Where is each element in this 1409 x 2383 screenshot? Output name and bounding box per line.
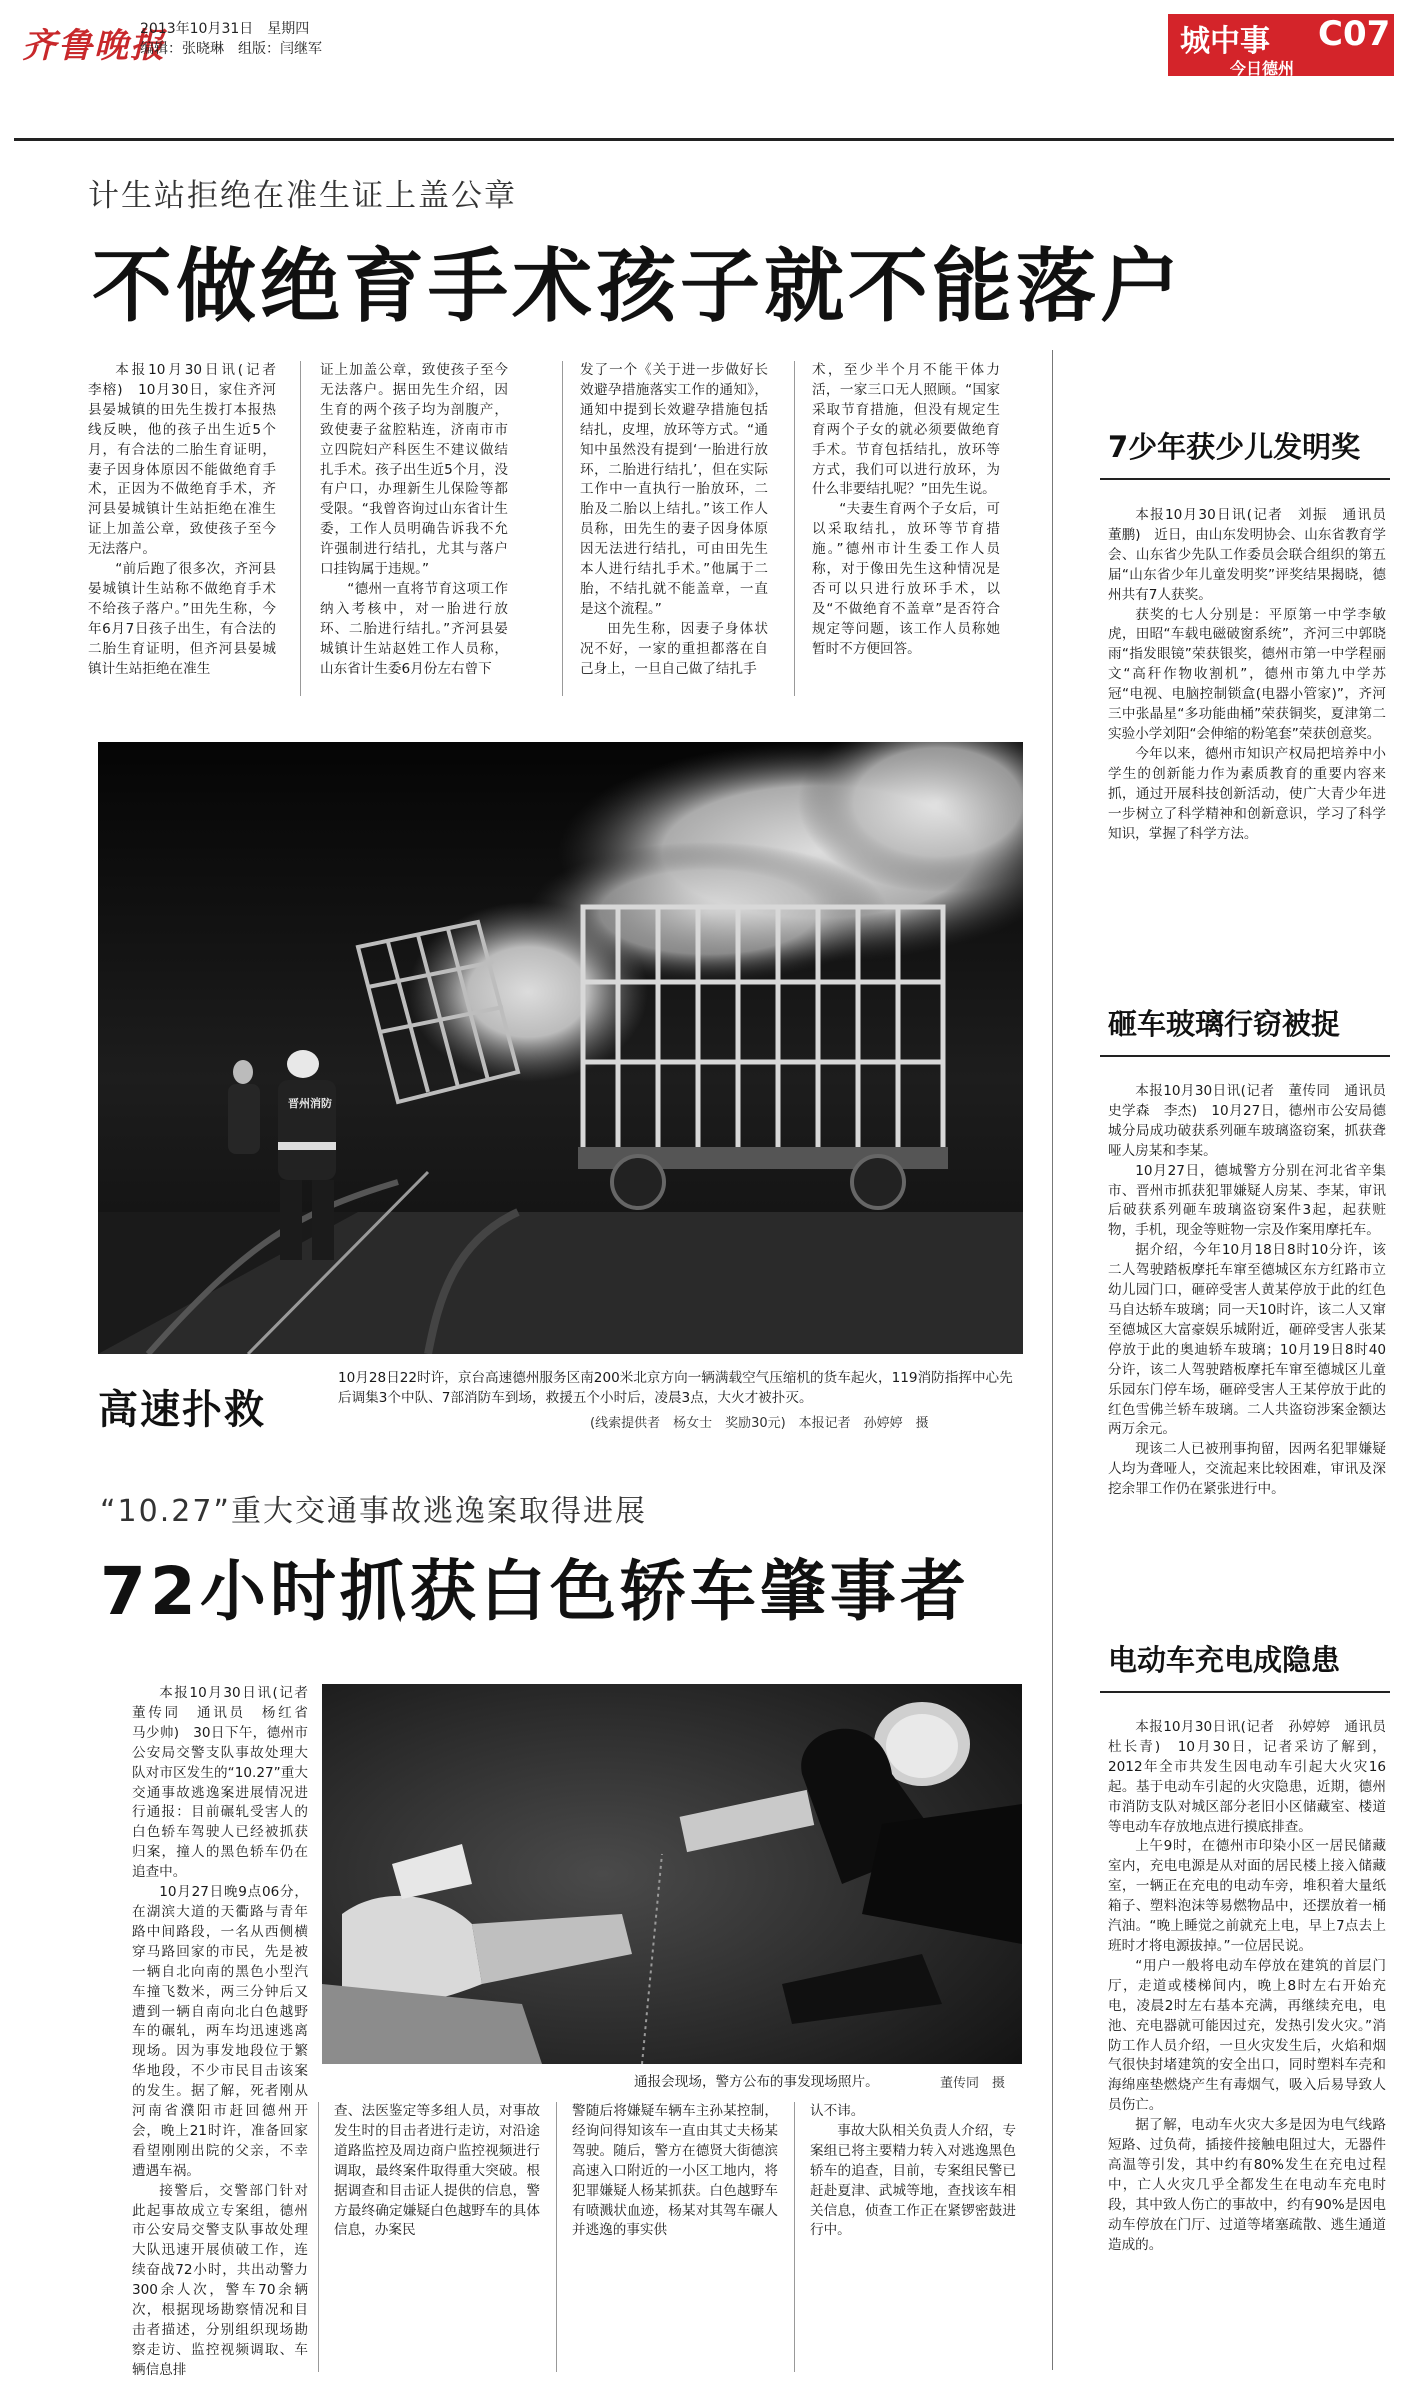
sidebar-story2-title: 砸车玻璃行窃被捉 — [1108, 1007, 1341, 1041]
story1-paragraph: “德州一直将节育这项工作纳入考核中，对一胎进行放环、二胎进行结扎。”齐河县晏城镇计生站赵姓工作人员称，山东省计生委6月份左右曾下 — [320, 580, 508, 677]
sidebar-paragraph: 本报10月30日讯(记者 孙婷婷 通讯员 杜长青) 10月30日，记者采访了解到，2012年全市共发生因电动车引起大火灾16起。基于电动车引起的火灾隐患，近期，德州市消防支队对城区部分老旧小区储藏室、楼道等电动车存放地点进行摸底排查。 — [1108, 1719, 1400, 1835]
story2-paragraph: 本报10月30日讯(记者 董传同 通讯员 杨红省 马少帅) 30日下午，德州市公安局交警支队事故处理大队对市区发生的“10.27”重大交通事故逃逸案进展情况进行通报：目前碾轧受害人的白色轿车驾驶人已经被抓获归案，撞人的黑色轿车仍在追查中。 — [132, 1685, 322, 1881]
sidebar-title-rule — [1100, 1055, 1390, 1057]
masthead-rule — [14, 138, 1394, 141]
story1-paragraph: 本报10月30日讯(记者 李榕) 10月30日，家住齐河县晏城镇的田先生拨打本报热线反映，他的孩子出生近5个月，有合法的二胎生育证明，妻子因身体原因不能做绝育手术，正因为不做绝育手术，齐河县晏城镇计生站拒绝在准生证上加盖公章，致使孩子至今无法落户。 — [88, 362, 290, 558]
editor-credits: 编辑：张晓琳 组版：闫继军 — [140, 41, 322, 57]
sub-section-name: 今日德州 — [1230, 59, 1295, 78]
story1-column-2 — [320, 361, 508, 680]
story2-paragraph: 认不讳。 — [810, 2103, 865, 2119]
fire-rescue-photo — [98, 742, 1023, 1354]
newspaper-logo: 齐鲁晚报 — [22, 26, 166, 66]
story2-paragraph: 查、法医鉴定等多组人员，对事故发生时的目击者进行走访，对沿途道路监控及周边商户监控视频进行调取，最终案件取得重大突破。根据调查和目击证人提供的信息，警方最终确定嫌疑白色越野车的具体信息，办案民 — [334, 2103, 540, 2239]
story2-paragraph: 事故大队相关负责人介绍，专案组已将主要精力转入对逃逸黑色轿车的追查，目前，专案组民警已赶赴夏津、武城等地，查找该车相关信息，侦查工作正在紧锣密鼓进行中。 — [810, 2122, 1016, 2239]
story2-left-column — [132, 1684, 322, 2381]
sidebar-paragraph: 本报10月30日讯(记者 董传同 通讯员 史学森 李杰) 10月27日，德州市公安局德城分局成功破获系列砸车玻璃盗窃案，抓获聋哑人房某和李某。 — [1108, 1083, 1400, 1159]
story2-bottom-column-3 — [810, 2102, 1016, 2241]
column-divider — [794, 2102, 795, 2372]
sidebar-paragraph: 10月27日，德城警方分别在河北省辛集市、晋州市抓获犯罪嫌疑人房某、李某，审讯后破获系列砸车玻璃盗窃案件3起，起获赃物，手机，现金等赃物一宗及作案用摩托车。 — [1108, 1162, 1386, 1239]
sidebar-story1-title: 7少年获少儿发明奖 — [1108, 430, 1361, 464]
sidebar-title-rule — [1100, 478, 1390, 480]
sidebar-story2-body — [1108, 1082, 1400, 1500]
photo1-credit: (线索提供者 杨女士 奖励30元) 本报记者 孙婷婷 摄 — [590, 1416, 929, 1431]
story2-bottom-column-1 — [334, 2102, 540, 2241]
story2-paragraph: 接警后，交警部门针对此起事故成立专案组，德州市公安局交警支队事故处理大队迅速开展侦破工作，连续奋战72小时，共出动警力300余人次，警车70余辆次，根据现场勘察情况和目击者描述，分别组织现场勘察走访、监控视频调取、车辆信息排 — [132, 2182, 308, 2378]
photo1-caption: 10月28日22时许，京台高速德州服务区南200米北京方向一辆满载空气压缩机的货车起火，119消防指挥中心先后调集3个中队、7部消防车到场，救援五个小时后，凌晨3点，大火才被扑灭。 — [338, 1370, 1013, 1406]
photo2-caption: 通报会现场，警方公布的事发现场照片。 — [634, 2074, 879, 2090]
story1-paragraph: 发了一个《关于进一步做好长效避孕措施落实工作的通知》，通知中提到长效避孕措施包括结扎，皮埋，放环等方式。“通知中虽然没有提到‘一胎进行放环，二胎进行结扎’，但在实际工作中一直执行一胎放环，二胎及二胎以上结扎。”该工作人员称，田先生的妻子因身体原因无法进行结扎，可由田先生本人进行结扎手术。”他属于二胎，不结扎就不能盖章，一直是这个流程。” — [580, 362, 768, 617]
sidebar-divider — [1052, 350, 1053, 2370]
fire-scene-illustration — [98, 742, 1023, 1354]
sidebar-paragraph: 获奖的七人分别是：平原第一中学李敏虎，田昭“车载电磁破窗系统”，齐河三中郭晓雨“指发眼镜”荣获银奖，德州市第一中学程丽文“高秆作物收割机”，德州市第九中学苏冠“电视、电脑控制锁盒(电器小管家)”，齐河三中张晶星“多功能曲桶”荣获铜奖，夏津第二实验小学刘阳“会伸缩的粉笔套”荣获创意奖。 — [1108, 606, 1386, 742]
sidebar-title-rule — [1100, 1691, 1390, 1693]
column-divider — [794, 361, 795, 696]
section-name: 城中事 — [1180, 24, 1270, 59]
story2-paragraph: 10月27日晚9点06分，在湖滨大道的天衢路与青年路中间路段，一名从西侧横穿马路回家的市民，先是被一辆自北向南的黑色小型汽车撞飞数米，两三分钟后又遭到一辆自南向北白色越野车的碾轧，两车均迅速逃离现场。因为事发地段位于繁华地段，不少市民目击该案的发生。据了解，死者刚从河南省濮阳市赶回德州开会，晚上21时许，准备回家看望刚刚出院的父亲，不幸遭遇车祸。 — [132, 1884, 308, 2179]
photo2-credit: 董传同 摄 — [940, 2076, 1006, 2091]
story1-column-4 — [812, 361, 1000, 660]
column-divider — [300, 361, 301, 696]
sidebar-story1-body — [1108, 506, 1400, 844]
story1-paragraph: 证上加盖公章，致使孩子至今无法落户。据田先生介绍，因生育的两个孩子均为剖腹产，致使妻子盆腔粘连，济南市市立四院妇产科医生不建议做结扎手术。孩子出生近5个月，没有户口，办理新生儿保险等都受限。“我曾咨询过山东省计生委，工作人员明确告诉我不允许强制进行结扎，尤其与落户口挂钩属于违规。” — [320, 362, 508, 578]
column-divider — [562, 361, 563, 696]
story2-paragraph: 警随后将嫌疑车辆车主孙某控制，经询问得知该车一直由其丈夫杨某驾驶。随后，警方在德贤大街德滨高速入口附近的一小区工地内，将犯罪嫌疑人杨某抓获。白色越野车有喷溅状血迹，杨某对其驾车碾人并逃逸的事实供 — [572, 2103, 778, 2239]
story2-bottom-column-2 — [572, 2102, 778, 2241]
story2-headline: 72小时抓获白色轿车肇事者 — [100, 1553, 970, 1630]
column-divider — [318, 2102, 319, 2372]
story1-column-3 — [580, 361, 768, 680]
story1-paragraph: 术，至少半个月不能干体力活，一家三口无人照顾。“国家采取节育措施，但没有规定生育两个子女的就必须要做绝育手术。节育包括结扎，放环等方式，我们可以进行放环，为什么非要结扎呢？”田先生说。 — [812, 362, 1000, 498]
accident-scene-illustration — [322, 1684, 1022, 2064]
story2-kicker: “10.27”重大交通事故逃逸案取得进展 — [100, 1494, 647, 1529]
issue-date: 2013年10月31日 星期四 — [140, 21, 310, 37]
column-divider — [556, 2102, 557, 2372]
photo1-label: 高速扑救 — [98, 1387, 266, 1433]
sidebar-paragraph: 据了解，电动车火灾大多是因为电气线路短路、过负荷，插接件接触电阻过大，无器件高温等引发，其中约有80%发生在充电过程中，亡人火灾几乎全都发生在电动车充电时段，其中致人伤亡的事故中，约有90%是因电动车停放在门厅、过道等堵塞疏散、逃生通道造成的。 — [1108, 2117, 1386, 2253]
page-number: C07 — [1318, 14, 1391, 54]
accident-scene-photo — [322, 1684, 1022, 2064]
story1-kicker: 计生站拒绝在准生证上盖公章 — [88, 178, 517, 214]
story1-paragraph: “前后跑了很多次，齐河县晏城镇计生站称不做绝育手术不给孩子落户。”田先生称，今年6月7日孩子出生，有合法的二胎生育证明，但齐河县晏城镇计生站拒绝在准生 — [88, 561, 276, 677]
story1-paragraph: 田先生称，因妻子身体状况不好，一家的重担都落在自己身上，一旦自己做了结扎手 — [580, 620, 768, 677]
sidebar-story3-title: 电动车充电成隐患 — [1108, 1643, 1341, 1677]
truck-text: 晋州消防 — [288, 1097, 332, 1110]
sidebar-paragraph: “用户一般将电动车停放在建筑的首层门厅，走道或楼梯间内，晚上8时左右开始充电，凌晨2时左右基本充满，再继续充电，电池、充电器就可能因过充，发热引发火灾。”消防工作人员介绍，一旦火灾发生后，火焰和烟气很快封堵建筑的安全出口，同时塑料车壳和海绵座垫燃烧产生有毒烟气，吸入后易导致人员伤亡。 — [1108, 1957, 1386, 2114]
sidebar-paragraph: 上午9时，在德州市印染小区一居民储藏室内，充电电源是从对面的居民楼上接入储藏室，一辆正在充电的电动车旁，堆积着大量纸箱子、塑料泡沫等易燃物品中，还摆放着一桶汽油。“晚上睡觉之前就充上电，早上7点去上班时才将电源拔掉。”一位居民说。 — [1108, 1838, 1386, 1954]
sidebar-paragraph: 现该二人已被刑事拘留，因两名犯罪嫌疑人均为聋哑人，交流起来比较困难，审讯及深挖余罪工作仍在紧张进行中。 — [1108, 1441, 1386, 1498]
story1-column-1 — [88, 361, 290, 680]
sidebar-paragraph: 本报10月30日讯(记者 刘振 通讯员 董鹏) 近日，由山东发明协会、山东省教育学会、山东省少先队工作委员会联合组织的第五届“山东省少年儿童发明奖”评奖结果揭晓，德州共有7人获奖。 — [1108, 507, 1400, 603]
story1-headline: 不做绝育手术孩子就不能落户 — [92, 240, 1184, 333]
sidebar-paragraph: 今年以来，德州市知识产权局把培养中小学生的创新能力作为素质教育的重要内容来抓，通过开展科技创新活动，使广大青少年进一步树立了科学精神和创新意识，学习了科学知识，掌握了科学方法。 — [1108, 745, 1386, 842]
sidebar-story3-body — [1108, 1718, 1400, 2255]
story1-paragraph: “夫妻生育两个子女后，可以采取结扎，放环等节育措施。”德州市计生委工作人员称，对于像田先生这种情况是否可以只进行放环手术，以及“不做绝育不盖章”是否符合规定等问题，该工作人员称她暂时不方便回答。 — [812, 501, 1000, 657]
sidebar-paragraph: 据介绍，今年10月18日8时10分许，该二人驾驶踏板摩托车窜至德城区东方红路市立幼儿园门口，砸碎受害人黄某停放于此的红色马自达轿车玻璃；同一天10时许，该二人又窜至德城区大富豪娱乐城附近，砸碎受害人张某停放于此的奥迪轿车玻璃；10月19日8时40分许，该二人驾驶踏板摩托车窜至德城区儿童乐园东门停车场，砸碎受害人王某停放于此的红色雪佛兰轿车玻璃。二人共盗窃涉案金额达两万余元。 — [1108, 1242, 1386, 1438]
